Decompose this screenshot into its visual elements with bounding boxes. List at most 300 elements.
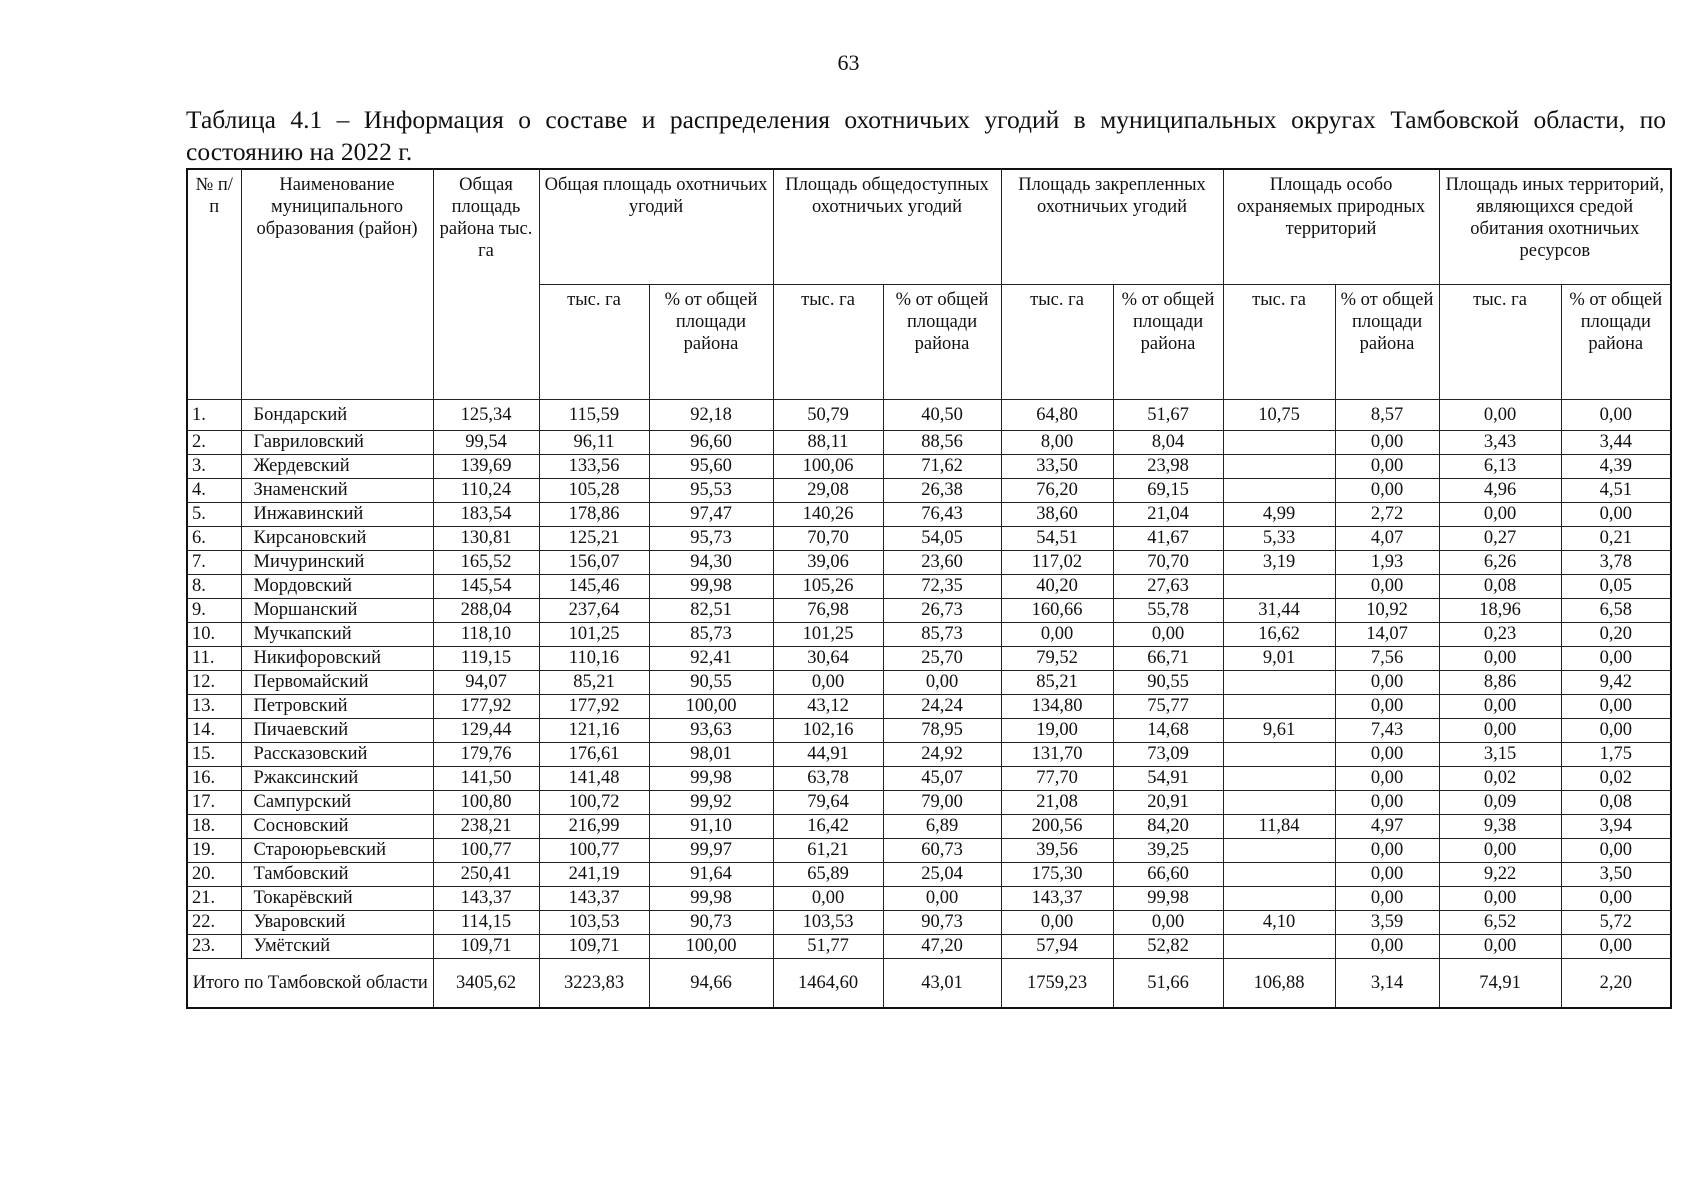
value-cell: 4,51 [1561, 479, 1671, 503]
value-cell: 0,00 [773, 887, 883, 911]
value-cell: 105,28 [539, 479, 649, 503]
value-cell: 50,79 [773, 400, 883, 431]
row-number: 6. [187, 527, 241, 551]
value-cell: 64,80 [1001, 400, 1113, 431]
district-name: Петровский [241, 695, 433, 719]
value-cell: 5,33 [1223, 527, 1335, 551]
value-cell [1223, 839, 1335, 863]
value-cell: 0,23 [1439, 623, 1561, 647]
page-number: 63 [837, 50, 860, 75]
value-cell: 0,00 [1113, 623, 1223, 647]
district-name: Умётский [241, 935, 433, 959]
row-number: 13. [187, 695, 241, 719]
value-cell: 100,06 [773, 455, 883, 479]
value-cell: 143,37 [539, 887, 649, 911]
value-cell: 100,00 [649, 935, 773, 959]
value-cell: 0,00 [1335, 767, 1439, 791]
value-cell: 125,21 [539, 527, 649, 551]
value-cell: 141,50 [433, 767, 539, 791]
value-cell [1223, 743, 1335, 767]
value-cell: 21,08 [1001, 791, 1113, 815]
value-cell: 0,00 [1335, 671, 1439, 695]
value-cell: 0,00 [1001, 911, 1113, 935]
value-cell: 3,50 [1561, 863, 1671, 887]
table-row [187, 791, 1671, 815]
value-cell: 238,21 [433, 815, 539, 839]
value-cell: 237,64 [539, 599, 649, 623]
value-cell: 103,53 [773, 911, 883, 935]
value-cell: 110,16 [539, 647, 649, 671]
value-cell: 0,00 [1561, 400, 1671, 431]
subheader-pct: % от общей площади района [649, 285, 773, 400]
value-cell: 143,37 [1001, 887, 1113, 911]
value-cell: 0,00 [1439, 935, 1561, 959]
value-cell: 0,00 [1335, 791, 1439, 815]
value-cell: 39,06 [773, 551, 883, 575]
value-cell: 79,00 [883, 791, 1001, 815]
header-name: Наименование муниципального образования (район) [241, 169, 433, 400]
value-cell: 79,52 [1001, 647, 1113, 671]
district-name: Первомайский [241, 671, 433, 695]
value-cell: 9,61 [1223, 719, 1335, 743]
table-caption: Таблица 4.1 – Информация о составе и распределения охотничьих угодий в муниципальных округах Тамбовской области, по состоянию на 2022 г. [186, 105, 1666, 166]
value-cell: 14,68 [1113, 719, 1223, 743]
value-cell: 0,05 [1561, 575, 1671, 599]
value-cell: 79,64 [773, 791, 883, 815]
value-cell: 3,44 [1561, 431, 1671, 455]
value-cell: 0,00 [1561, 887, 1671, 911]
row-number: 18. [187, 815, 241, 839]
table-row [187, 839, 1671, 863]
value-cell: 0,00 [1561, 719, 1671, 743]
value-cell: 95,73 [649, 527, 773, 551]
value-cell: 94,07 [433, 671, 539, 695]
value-cell: 156,07 [539, 551, 649, 575]
value-cell: 160,66 [1001, 599, 1113, 623]
total-value-cell: 3,14 [1335, 959, 1439, 1009]
value-cell: 288,04 [433, 599, 539, 623]
table-row [187, 575, 1671, 599]
value-cell: 109,71 [433, 935, 539, 959]
value-cell: 3,19 [1223, 551, 1335, 575]
value-cell: 0,00 [1439, 719, 1561, 743]
value-cell: 0,00 [1335, 479, 1439, 503]
value-cell: 145,46 [539, 575, 649, 599]
subheader-ths: тыс. га [539, 285, 649, 400]
row-number: 21. [187, 887, 241, 911]
value-cell: 100,80 [433, 791, 539, 815]
value-cell: 0,00 [1439, 695, 1561, 719]
header-public-area: Площадь общедоступных охотничьих угодий [773, 169, 1001, 285]
table-row [187, 863, 1671, 887]
value-cell: 101,25 [773, 623, 883, 647]
value-cell: 6,26 [1439, 551, 1561, 575]
header-assigned-area: Площадь закрепленных охотничьих угодий [1001, 169, 1223, 285]
value-cell: 177,92 [433, 695, 539, 719]
row-number: 22. [187, 911, 241, 935]
table-row [187, 695, 1671, 719]
value-cell: 11,84 [1223, 815, 1335, 839]
district-name: Староюрьевский [241, 839, 433, 863]
value-cell: 23,60 [883, 551, 1001, 575]
value-cell: 0,00 [1439, 503, 1561, 527]
table-row [187, 647, 1671, 671]
value-cell: 1,93 [1335, 551, 1439, 575]
value-cell: 24,92 [883, 743, 1001, 767]
value-cell: 26,73 [883, 599, 1001, 623]
value-cell: 84,20 [1113, 815, 1223, 839]
value-cell: 8,04 [1113, 431, 1223, 455]
district-name: Никифоровский [241, 647, 433, 671]
value-cell: 25,70 [883, 647, 1001, 671]
value-cell: 109,71 [539, 935, 649, 959]
value-cell: 0,00 [1439, 647, 1561, 671]
header-other-area: Площадь иных территорий, являющихся средой обитания охотничьих ресурсов [1439, 169, 1671, 285]
table-row [187, 767, 1671, 791]
total-value-cell: 43,01 [883, 959, 1001, 1009]
total-row [187, 959, 1671, 1009]
value-cell: 43,12 [773, 695, 883, 719]
value-cell: 76,43 [883, 503, 1001, 527]
value-cell: 26,38 [883, 479, 1001, 503]
value-cell: 18,96 [1439, 599, 1561, 623]
value-cell: 90,73 [649, 911, 773, 935]
value-cell: 9,38 [1439, 815, 1561, 839]
value-cell: 0,00 [1335, 455, 1439, 479]
value-cell: 25,04 [883, 863, 1001, 887]
value-cell: 19,00 [1001, 719, 1113, 743]
row-number: 5. [187, 503, 241, 527]
total-value-cell: 1464,60 [773, 959, 883, 1009]
value-cell: 0,02 [1439, 767, 1561, 791]
table-row [187, 743, 1671, 767]
value-cell: 0,20 [1561, 623, 1671, 647]
value-cell: 0,00 [1335, 935, 1439, 959]
value-cell: 90,55 [649, 671, 773, 695]
value-cell: 100,72 [539, 791, 649, 815]
row-number: 17. [187, 791, 241, 815]
value-cell: 0,27 [1439, 527, 1561, 551]
value-cell: 134,80 [1001, 695, 1113, 719]
row-number: 2. [187, 431, 241, 455]
table-row [187, 815, 1671, 839]
district-name: Рассказовский [241, 743, 433, 767]
district-name: Жердевский [241, 455, 433, 479]
value-cell [1223, 695, 1335, 719]
header-hunting-area: Общая площадь охотничьих угодий [539, 169, 773, 285]
value-cell: 145,54 [433, 575, 539, 599]
total-value-cell: 106,88 [1223, 959, 1335, 1009]
value-cell: 0,08 [1561, 791, 1671, 815]
value-cell: 78,95 [883, 719, 1001, 743]
value-cell: 66,71 [1113, 647, 1223, 671]
value-cell: 179,76 [433, 743, 539, 767]
row-number: 11. [187, 647, 241, 671]
total-value-cell: 3405,62 [433, 959, 539, 1009]
value-cell: 0,00 [1335, 863, 1439, 887]
value-cell: 30,64 [773, 647, 883, 671]
value-cell: 16,62 [1223, 623, 1335, 647]
value-cell: 200,56 [1001, 815, 1113, 839]
value-cell: 130,81 [433, 527, 539, 551]
value-cell: 4,97 [1335, 815, 1439, 839]
value-cell: 23,98 [1113, 455, 1223, 479]
value-cell: 0,00 [1335, 839, 1439, 863]
value-cell: 0,00 [1335, 575, 1439, 599]
value-cell: 9,22 [1439, 863, 1561, 887]
value-cell: 40,20 [1001, 575, 1113, 599]
district-name: Мордовский [241, 575, 433, 599]
value-cell: 66,60 [1113, 863, 1223, 887]
value-cell: 39,25 [1113, 839, 1223, 863]
value-cell: 47,20 [883, 935, 1001, 959]
row-number: 3. [187, 455, 241, 479]
value-cell: 96,11 [539, 431, 649, 455]
value-cell: 97,47 [649, 503, 773, 527]
value-cell: 73,09 [1113, 743, 1223, 767]
value-cell: 7,43 [1335, 719, 1439, 743]
value-cell: 3,94 [1561, 815, 1671, 839]
value-cell: 140,26 [773, 503, 883, 527]
total-value-cell: 94,66 [649, 959, 773, 1009]
value-cell: 69,15 [1113, 479, 1223, 503]
value-cell: 95,53 [649, 479, 773, 503]
header-num: № п/п [187, 169, 241, 400]
value-cell: 91,64 [649, 863, 773, 887]
value-cell: 3,78 [1561, 551, 1671, 575]
value-cell: 85,21 [1001, 671, 1113, 695]
value-cell: 250,41 [433, 863, 539, 887]
value-cell: 0,09 [1439, 791, 1561, 815]
value-cell: 3,15 [1439, 743, 1561, 767]
value-cell: 14,07 [1335, 623, 1439, 647]
value-cell: 38,60 [1001, 503, 1113, 527]
value-cell: 0,00 [1335, 887, 1439, 911]
district-name: Сампурский [241, 791, 433, 815]
table-row [187, 599, 1671, 623]
value-cell: 101,25 [539, 623, 649, 647]
table-row [187, 551, 1671, 575]
value-cell: 93,63 [649, 719, 773, 743]
value-cell: 61,21 [773, 839, 883, 863]
value-cell: 0,00 [1561, 839, 1671, 863]
subheader-ths: тыс. га [773, 285, 883, 400]
district-name: Мучкапский [241, 623, 433, 647]
table-row [187, 671, 1671, 695]
value-cell: 3,43 [1439, 431, 1561, 455]
value-cell: 54,91 [1113, 767, 1223, 791]
district-name: Бондарский [241, 400, 433, 431]
value-cell [1223, 455, 1335, 479]
value-cell: 4,07 [1335, 527, 1439, 551]
value-cell: 41,67 [1113, 527, 1223, 551]
value-cell: 99,97 [649, 839, 773, 863]
row-number: 19. [187, 839, 241, 863]
value-cell: 0,00 [1561, 503, 1671, 527]
subheader-ths: тыс. га [1439, 285, 1561, 400]
value-cell: 54,51 [1001, 527, 1113, 551]
value-cell [1223, 791, 1335, 815]
table-row [187, 887, 1671, 911]
value-cell: 99,98 [649, 887, 773, 911]
value-cell: 6,58 [1561, 599, 1671, 623]
value-cell: 90,73 [883, 911, 1001, 935]
value-cell: 10,92 [1335, 599, 1439, 623]
district-name: Тамбовский [241, 863, 433, 887]
value-cell: 65,89 [773, 863, 883, 887]
value-cell: 0,00 [1335, 695, 1439, 719]
value-cell: 117,02 [1001, 551, 1113, 575]
value-cell: 118,10 [433, 623, 539, 647]
value-cell: 216,99 [539, 815, 649, 839]
value-cell: 51,67 [1113, 400, 1223, 431]
value-cell: 3,59 [1335, 911, 1439, 935]
value-cell: 4,99 [1223, 503, 1335, 527]
value-cell: 88,11 [773, 431, 883, 455]
subheader-ths: тыс. га [1001, 285, 1113, 400]
value-cell [1223, 671, 1335, 695]
row-number: 1. [187, 400, 241, 431]
value-cell: 95,60 [649, 455, 773, 479]
value-cell: 20,91 [1113, 791, 1223, 815]
value-cell [1223, 575, 1335, 599]
value-cell: 0,00 [1439, 887, 1561, 911]
value-cell: 102,16 [773, 719, 883, 743]
value-cell: 4,96 [1439, 479, 1561, 503]
table-row [187, 623, 1671, 647]
total-value-cell: 74,91 [1439, 959, 1561, 1009]
value-cell: 60,73 [883, 839, 1001, 863]
value-cell: 99,98 [1113, 887, 1223, 911]
table-row [187, 431, 1671, 455]
value-cell: 96,60 [649, 431, 773, 455]
value-cell: 45,07 [883, 767, 1001, 791]
district-name: Инжавинский [241, 503, 433, 527]
value-cell [1223, 863, 1335, 887]
value-cell: 63,78 [773, 767, 883, 791]
value-cell: 0,00 [773, 671, 883, 695]
value-cell [1223, 935, 1335, 959]
subheader-pct: % от общей площади района [1335, 285, 1439, 400]
value-cell: 165,52 [433, 551, 539, 575]
value-cell: 0,00 [1001, 623, 1113, 647]
value-cell: 5,72 [1561, 911, 1671, 935]
value-cell: 70,70 [1113, 551, 1223, 575]
value-cell: 16,42 [773, 815, 883, 839]
subheader-pct: % от общей площади района [1113, 285, 1223, 400]
value-cell: 129,44 [433, 719, 539, 743]
row-number: 12. [187, 671, 241, 695]
subheader-ths: тыс. га [1223, 285, 1335, 400]
value-cell: 99,98 [649, 767, 773, 791]
value-cell: 91,10 [649, 815, 773, 839]
value-cell: 94,30 [649, 551, 773, 575]
value-cell: 44,91 [773, 743, 883, 767]
value-cell: 99,54 [433, 431, 539, 455]
table-row [187, 479, 1671, 503]
value-cell: 33,50 [1001, 455, 1113, 479]
district-name: Пичаевский [241, 719, 433, 743]
table-body [187, 400, 1671, 1009]
value-cell: 121,16 [539, 719, 649, 743]
value-cell: 2,72 [1335, 503, 1439, 527]
table-row [187, 455, 1671, 479]
value-cell: 76,98 [773, 599, 883, 623]
value-cell: 100,77 [433, 839, 539, 863]
value-cell: 85,73 [649, 623, 773, 647]
value-cell: 0,00 [1439, 839, 1561, 863]
subheader-pct: % от общей площади района [1561, 285, 1671, 400]
value-cell: 85,21 [539, 671, 649, 695]
row-number: 20. [187, 863, 241, 887]
value-cell: 72,35 [883, 575, 1001, 599]
value-cell: 98,01 [649, 743, 773, 767]
value-cell: 10,75 [1223, 400, 1335, 431]
header-total-area: Общая площадь района тыс. га [433, 169, 539, 400]
value-cell: 241,19 [539, 863, 649, 887]
value-cell: 8,86 [1439, 671, 1561, 695]
value-cell: 0,00 [1561, 647, 1671, 671]
row-number: 7. [187, 551, 241, 575]
value-cell: 29,08 [773, 479, 883, 503]
value-cell: 0,00 [1113, 911, 1223, 935]
district-name: Уваровский [241, 911, 433, 935]
value-cell: 40,50 [883, 400, 1001, 431]
value-cell: 6,89 [883, 815, 1001, 839]
table-row [187, 400, 1671, 431]
value-cell: 76,20 [1001, 479, 1113, 503]
row-number: 8. [187, 575, 241, 599]
value-cell: 82,51 [649, 599, 773, 623]
total-label: Итого по Тамбовской области [187, 959, 433, 1009]
district-name: Мичуринский [241, 551, 433, 575]
table-row [187, 911, 1671, 935]
value-cell: 0,00 [1561, 935, 1671, 959]
value-cell: 99,98 [649, 575, 773, 599]
value-cell: 6,13 [1439, 455, 1561, 479]
table-row [187, 503, 1671, 527]
value-cell: 105,26 [773, 575, 883, 599]
district-name: Ржаксинский [241, 767, 433, 791]
row-number: 4. [187, 479, 241, 503]
value-cell: 0,00 [883, 671, 1001, 695]
value-cell: 4,39 [1561, 455, 1671, 479]
value-cell: 125,34 [433, 400, 539, 431]
value-cell: 177,92 [539, 695, 649, 719]
value-cell: 27,63 [1113, 575, 1223, 599]
header-protected-area: Площадь особо охраняемых природных территорий [1223, 169, 1439, 285]
value-cell: 0,00 [1335, 431, 1439, 455]
row-number: 16. [187, 767, 241, 791]
value-cell: 0,02 [1561, 767, 1671, 791]
value-cell: 39,56 [1001, 839, 1113, 863]
value-cell: 119,15 [433, 647, 539, 671]
table-row [187, 935, 1671, 959]
value-cell: 57,94 [1001, 935, 1113, 959]
value-cell: 54,05 [883, 527, 1001, 551]
row-number: 10. [187, 623, 241, 647]
value-cell: 77,70 [1001, 767, 1113, 791]
value-cell: 51,77 [773, 935, 883, 959]
value-cell: 103,53 [539, 911, 649, 935]
row-number: 15. [187, 743, 241, 767]
district-name: Моршанский [241, 599, 433, 623]
value-cell [1223, 887, 1335, 911]
district-name: Знаменский [241, 479, 433, 503]
value-cell: 1,75 [1561, 743, 1671, 767]
value-cell: 100,77 [539, 839, 649, 863]
value-cell: 24,24 [883, 695, 1001, 719]
